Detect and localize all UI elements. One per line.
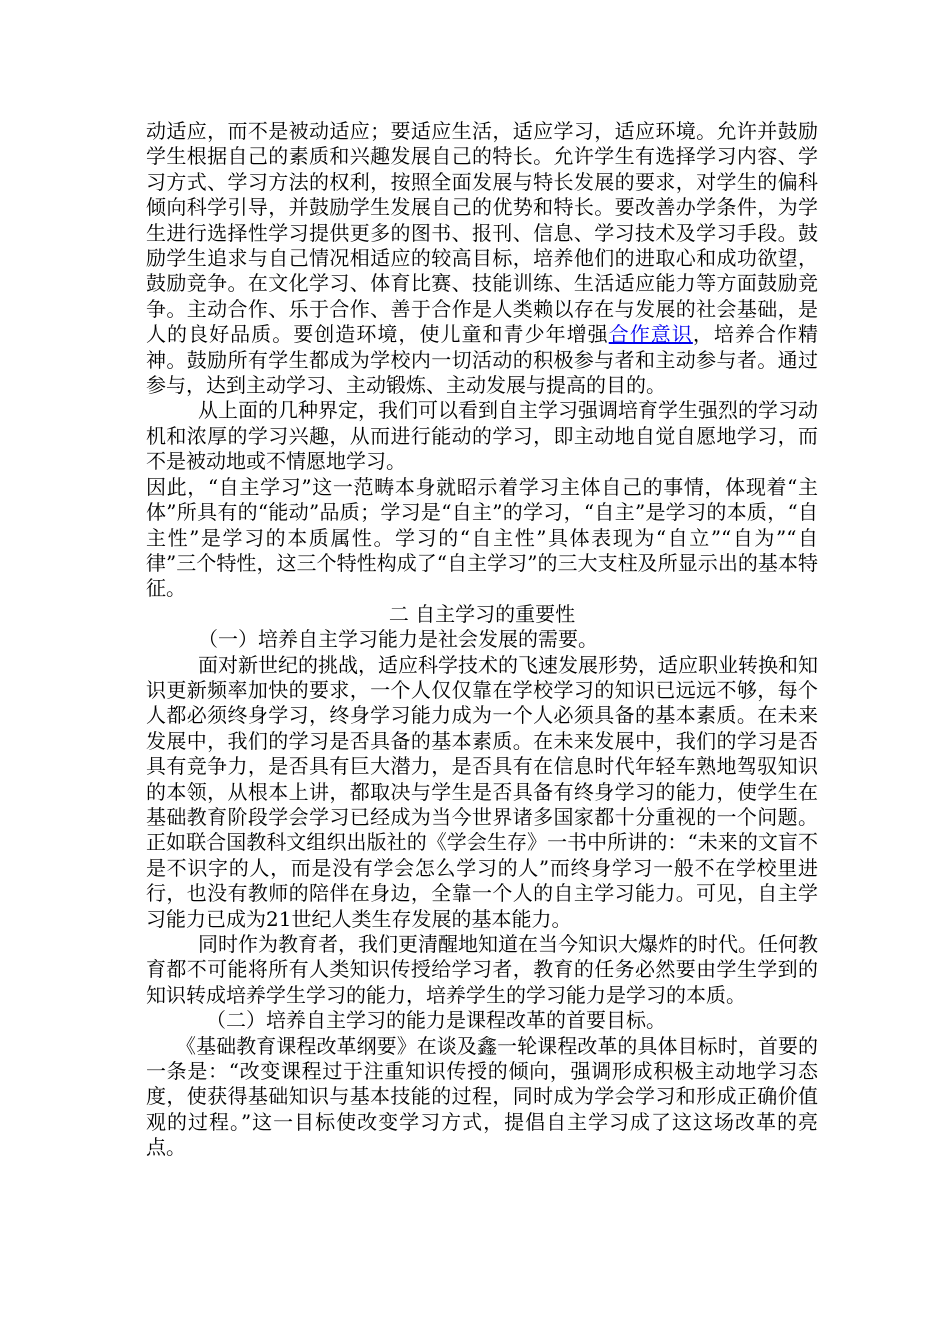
paragraph-1-text-b: ，培养合作精神。鼓励所有学生都成为学校内一切活动的积极参与者和主动参与者。通过参与，达到主动学习、主动锻炼、主动发展与提高的目的。 xyxy=(146,322,819,398)
paragraph-4: 面对新世纪的挑战，适应科学技术的飞速发展形势，适应职业转换和知识更新频率加快的要求，一个人仅仅靠在学校学习的知识已远远不够，每个人都必须终身学习，终身学习能力成为一个人必须具备的基本素质。在未来发展中，我们的学习是否具备的基本素质。在未来发展中，我们的学习是否具有竞争力，是否具有巨大潜力，是否具有在信息时代年轻车熟地驾驭知识的本领，从根本上讲，都取决与学生是否具备有终身学习的能力，使学生在基础教育阶段学会学习已经成为当今世界诸多国家都十分重视的一个问题。正如联合国教科文组织出版社的《学会生存》一书中所讲的：“未来的文盲不是不识字的人，而是没有学会怎么学习的人”而终身学习一般不在学校里进行，也没有教师的陪伴在身边，全靠一个人的自主学习能力。可见，自主学习能力已成为21世纪人类生存发展的基本能力。 xyxy=(146,652,818,931)
subheading-1: （一）培养自主学习能力是社会发展的需要。 xyxy=(198,627,598,652)
section-heading: 二 自主学习的重要性 xyxy=(388,601,576,626)
paragraph-1-text-a: 动适应，而不是被动适应；要适应生活，适应学习，适应环境。允许并鼓励学生根据自己的素质和兴趣发展自己的特长。允许学生有选择学习内容、学习方式、学习方法的权利，按照全面发展与特长发展的要求，对学生的偏科倾向科学引导，并鼓励学生发展自己的优势和特长。要改善办学条件，为学生进行选择性学习提供更多的图书、报刊、信息、学习技术及学习手段。鼓励学生追求与自己情况相适应的较高目标，培养他们的进取心和成功欲望，鼓励竞争。在文化学习、体育比赛、技能训练、生活适应能力等方面鼓励竞争。主动合作、乐于合作、善于合作是人类赖以存在与发展的社会基础，是人的良好品质。要创造环境，使儿童和青少年增强 xyxy=(146,119,818,347)
subheading-2: （二）培养自主学习的能力是课程改革的首要目标。 xyxy=(206,1008,666,1033)
paragraph-6: 《基础教育课程改革纲要》在谈及鑫一轮课程改革的具体目标时，首要的一条是：“改变课程过于注重知识传授的倾向，强调形成积极主动地学习态度，使获得基础知识与基本技能的过程，同时成为学会学习和形成正确价值观的过程。”这一目标使改变学习方式，提倡自主学习成了这这场改革的亮点。 xyxy=(146,1033,818,1160)
paragraph-5: 同时作为教育者，我们更清醒地知道在当今知识大爆炸的时代。任何教育都不可能将所有人类知识传授给学习者，教育的任务必然要由学生学到的知识转成培养学生学习的能力，培养学生的学习能力是学习的本质。 xyxy=(146,932,818,1007)
cooperation-awareness-link[interactable]: 合作意识 xyxy=(608,322,693,347)
paragraph-3: 因此，“自主学习”这一范畴本身就昭示着学习主体自己的事情，体现着“主体”所具有的“能动”品质；学习是“自主”的学习，“自主”是学习的本质，“自主性”是学习的本质属性。学习的“自主性”具体表现为“自立”“自为”“自律”三个特性，这三个特性构成了“自主学习”的三大支柱及所显示出的基本特征。 xyxy=(146,474,818,601)
paragraph-1 xyxy=(146,119,818,398)
document-body xyxy=(146,119,818,1161)
paragraph-2: 从上面的几种界定，我们可以看到自主学习强调培育学生强烈的学习动机和浓厚的学习兴趣，从而进行能动的学习，即主动地自觉自愿地学习，而不是被动地或不情愿地学习。 xyxy=(146,398,818,474)
